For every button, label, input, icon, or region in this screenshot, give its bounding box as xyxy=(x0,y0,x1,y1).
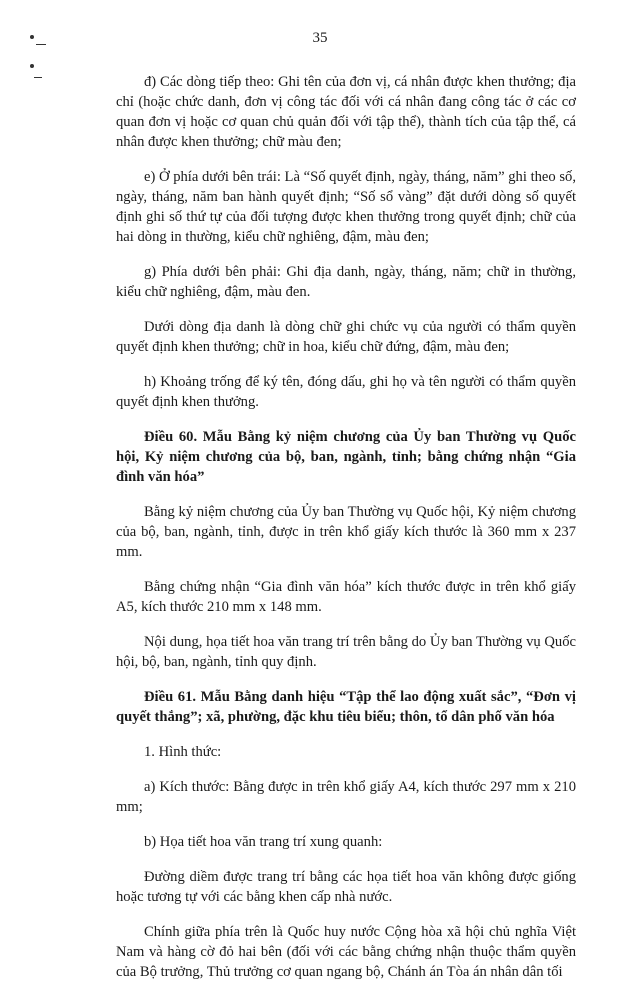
article-60-heading: Điều 60. Mẫu Bằng kỷ niệm chương của Ủy ban Thường vụ Quốc hội, Kỷ niệm chương của bộ, ban, ngành, tỉnh; bằng chứng nhận “Gia đình văn hóa” xyxy=(116,429,576,485)
scan-mark-3 xyxy=(30,64,34,68)
paragraph-h: h) Khoảng trống để ký tên, đóng dấu, ghi họ và tên người có thẩm quyền quyết định khen thưởng. xyxy=(116,374,576,410)
paragraph-signer-title: Dưới dòng địa danh là dòng chữ ghi chức vụ của người có thẩm quyền quyết định khen thưởng; chữ in hoa, kiểu chữ đứng, đậm, màu đen; xyxy=(116,319,576,355)
article-61-paragraph: a) Kích thước: Bằng được in trên khổ giấy A4, kích thước 297 mm x 210 mm; xyxy=(116,779,576,815)
article-61-paragraph: 1. Hình thức: xyxy=(144,744,222,760)
article-60-paragraph: Bằng kỷ niệm chương của Ủy ban Thường vụ Quốc hội, Kỷ niệm chương của bộ, ban, ngành, tỉnh, được in trên khổ giấy kích thước là 360 mm x 237 mm. xyxy=(116,504,576,560)
article-60-paragraph: Bằng chứng nhận “Gia đình văn hóa” kích thước được in trên khổ giấy A5, kích thước 210 mm x 148 mm. xyxy=(116,579,576,615)
article-60-paragraph: Nội dung, họa tiết hoa văn trang trí trên bằng do Ủy ban Thường vụ Quốc hội, bộ, ban, ngành, tỉnh quy định. xyxy=(116,634,576,670)
paragraph-e: e) Ở phía dưới bên trái: Là “Số quyết định, ngày, tháng, năm” ghi theo số, ngày, tháng, năm ban hành quyết định; “Số sổ vàng” đặt dưới dòng số quyết định ghi số thứ tự của đối tượng được khen thưởng trong quyết định; chữ của hai dòng in thường, kiểu chữ nghiêng, đậm, màu đen; xyxy=(116,169,576,245)
article-61-paragraph: Đường diềm được trang trí bằng các họa tiết hoa văn không được giống hoặc tương tự với các bằng khen cấp nhà nước. xyxy=(116,869,576,905)
article-61-paragraph: Chính giữa phía trên là Quốc huy nước Cộng hòa xã hội chủ nghĩa Việt Nam và hàng cờ đỏ hai bên (đối với các bằng chứng nhận thuộc thẩm quyền của Bộ trưởng, Thủ trưởng cơ quan ngang bộ, Chánh án Tòa án nhân dân tối xyxy=(116,924,576,980)
article-61-heading: Điều 61. Mẫu Bằng danh hiệu “Tập thể lao động xuất sắc”, “Đơn vị quyết thắng”; xã, phường, đặc khu tiêu biểu; thôn, tổ dân phố văn hóa xyxy=(116,689,576,725)
paragraph-d: đ) Các dòng tiếp theo: Ghi tên của đơn vị, cá nhân được khen thưởng; địa chỉ (hoặc chức danh, đơn vị công tác đối với cá nhân đang công tác ở các cơ quan đơn vị hoặc cơ quan chủ quản đối với tập thể), thành tích của tập thể, cá nhân được khen thưởng; chữ màu đen; xyxy=(116,74,576,150)
paragraph-g: g) Phía dưới bên phải: Ghi địa danh, ngày, tháng, năm; chữ in thường, kiểu chữ nghiêng, đậm, màu đen. xyxy=(116,264,576,300)
scan-mark-4 xyxy=(34,77,42,78)
document-body xyxy=(116,72,576,997)
article-61-paragraph: b) Họa tiết hoa văn trang trí xung quanh: xyxy=(144,834,383,850)
page-number: 35 xyxy=(312,30,328,46)
